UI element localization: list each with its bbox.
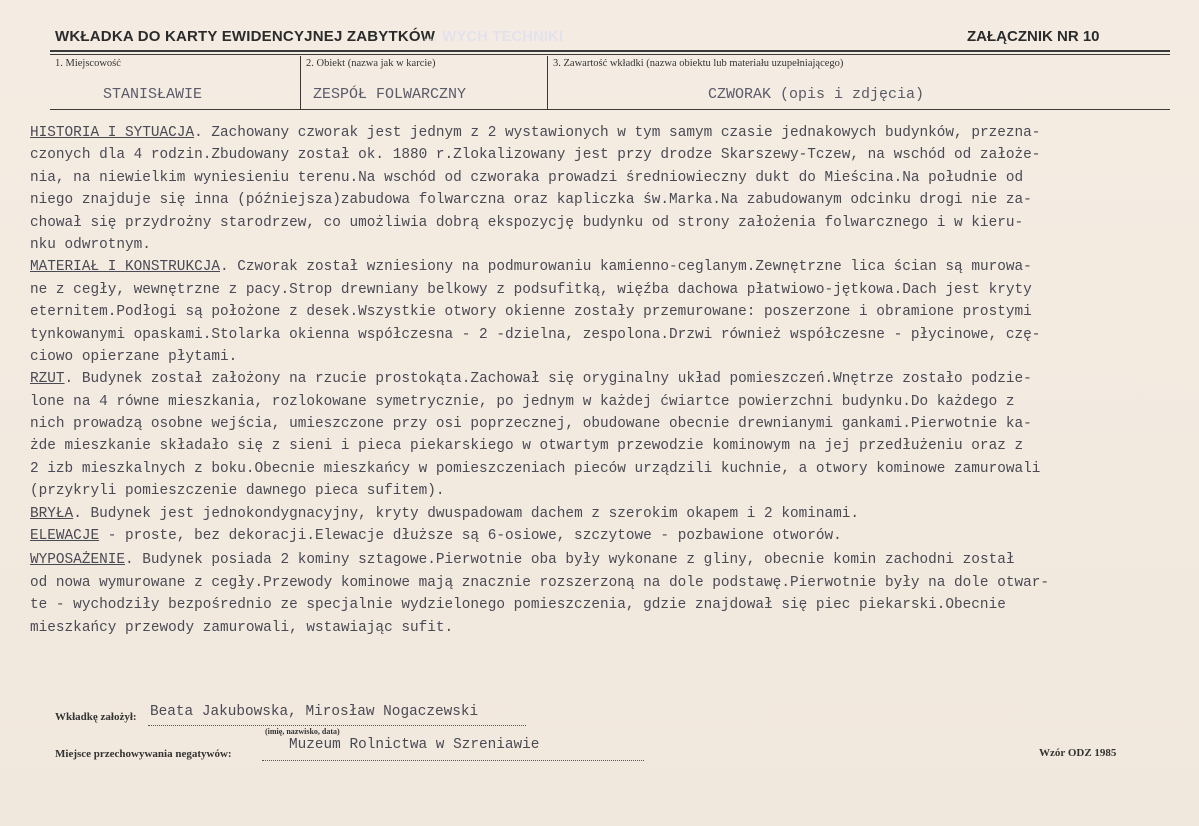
text-line: tynkowanymi opaskami.Stolarka okienna współczesna - 2 -dzielna, zespolona.Drzwi również współczesne - płycinowe, czę- [30, 326, 1041, 343]
text-line [30, 525, 1180, 547]
prepared-by-label: Wkładkę założył: [55, 711, 137, 723]
content-label: 3. Zawartość wkładki (nazwa obiektu lub materiału uzupełniającego) [553, 58, 844, 69]
annex-number: ZAŁĄCZNIK NR 10 [967, 28, 1100, 45]
storage-value: Muzeum Rolnictwa w Szreniawie [289, 737, 540, 753]
header-rule [50, 50, 1170, 52]
prepared-by-hint: (imię, nazwisko, data) [265, 727, 340, 736]
text-line [30, 503, 1180, 525]
form-title: WKŁADKA DO KARTY EWIDENCYJNEJ ZABYTKÓW [55, 28, 436, 45]
fields-rule [50, 109, 1170, 110]
text-line [30, 256, 1180, 278]
storage-label: Miejsce przechowywania negatywów: [55, 748, 232, 760]
text-line: czonych dla 4 rodzin.Zbudowany został ok. 1880 r.Zlokalizowany jest przy drodze Skarszewy-Tczew, na wschód od założe- [30, 147, 1041, 164]
storage-line [262, 760, 644, 761]
text-line: od nowa wymurowane z cegły.Przewody kominowe mają znacznie rozszerzoną na dole podstawę.Pierwotnie były na dole otwar- [30, 574, 1050, 591]
text-line: nia, na niewielkim wyniesieniu terenu.Na wschód od czworaka prowadzi średniowieczny dukt do Mieścina.Na południe od [30, 169, 1024, 186]
text-line: lone na 4 równe mieszkania, rozlokowane symetrycznie, po jednym w każdej ćwiartce powierzchni budynku.Do każdego z [30, 393, 1015, 410]
content-value: CZWORAK (opis i zdjęcia) [708, 86, 925, 103]
header-rule-thin [50, 54, 1170, 55]
section-text: . Budynek posiada 2 kominy sztagowe.Pierwotnie oba były wykonane z gliny, obecnie komin zachodni został [125, 552, 1015, 569]
text-line [30, 549, 1180, 571]
object-label: 2. Obiekt (nazwa jak w karcie) [306, 58, 436, 69]
text-line [30, 122, 1180, 144]
text-line: (przykryli pomieszczenie dawnego pieca sufitem). [30, 483, 445, 500]
description-body [30, 122, 1180, 639]
text-line: niego znajduje się inna (późniejsza)zabudowa folwarczna oraz kapliczka św.Marka.Na zabudowanym odcinku drogi nie za- [30, 192, 1032, 209]
section-heading: RZUT [30, 371, 65, 388]
section-text: . Czworak został wzniesiony na podmurowaniu kamienno-ceglanym.Zewnętrzne lica ścian są murowa- [220, 259, 1032, 276]
locality-label: 1. Miejscowość [55, 58, 121, 69]
text-line: eternitem.Podłogi są położone z desek.Wszystkie otwory okienne zostały przemurowane: poszerzone i obramione prostymi [30, 304, 1032, 321]
form-code: Wzór ODZ 1985 [1039, 747, 1117, 759]
text-line: żde mieszkanie składało się z sieni i pieca piekarskiego w otwartym przewodzie kominowym na jej przedłużeniu oraz z [30, 438, 1024, 455]
text-line: ciowo opierzane płytami. [30, 348, 238, 365]
section-text: . Budynek jest jednokondygnacyjny, kryty dwuspadowam dachem z szerokim okapem i 2 kominami. [73, 505, 860, 522]
text-line: 2 izb mieszkalnych z boku.Obecnie mieszkańcy w pomieszczeniach pieców urządzili kuchnie, a otwory kominowe zamurowali [30, 460, 1041, 477]
prepared-by-value: Beata Jakubowska, Mirosław Nogaczewski [150, 704, 479, 720]
section-text: . Zachowany czworak jest jednym z 2 wystawionych w tym samym czasie jednakowych budynków, przezna- [194, 125, 1041, 141]
section-text: . Budynek został założony na rzucie prostokąta.Zachował się oryginalny układ pomieszczeń.Wnętrze zostało podzie- [64, 371, 1032, 388]
section-heading: HISTORIA I SYTUACJA [30, 125, 195, 141]
text-line: mieszkańcy przewody zamurowali, wstawiając sufit. [30, 619, 454, 636]
form-title-faded: … WYCH TECHNIKI [423, 28, 563, 45]
locality-value: STANISŁAWIE [103, 86, 203, 103]
section-heading: MATERIAŁ I KONSTRUKCJA [30, 259, 220, 276]
text-line: ne z cegły, wewnętrzne z pacy.Strop drewniany belkowy z podsufitką, więźba dachowa płatwiowo-jętkowa.Dach jest kryty [30, 281, 1032, 298]
text-line: chował się przydrożny starodrzew, co umożliwia dobrą ekspozycję budynku od strony założenia folwarcznego i w kieru- [30, 214, 1024, 231]
section-text: - proste, bez dekoracji.Elewacje dłuższe są 6-osiowe, szczytowe - pozbawione otworów. [99, 528, 842, 545]
text-line: nich prowadzą osobne wejścia, umieszczone przy osi poprzecznej, obudowane obecnie drewnianymi gankami.Pierwotnie ka- [30, 416, 1032, 433]
section-heading: WYPOSAŻENIE [30, 552, 125, 569]
text-line: nku odwrotnym. [30, 236, 151, 253]
section-heading: BRYŁA [30, 505, 74, 522]
text-line: te - wychodziły bezpośrednio ze specjalnie wydzielonego pomieszczenia, gdzie znajdował się piec piekarski.Obecnie [30, 597, 1006, 614]
field-divider [547, 56, 548, 109]
section-heading: ELEWACJE [30, 528, 100, 545]
text-line [30, 368, 1180, 390]
prepared-by-line [148, 725, 526, 726]
object-value: ZESPÓŁ FOLWARCZNY [313, 86, 467, 103]
field-divider [300, 56, 301, 109]
